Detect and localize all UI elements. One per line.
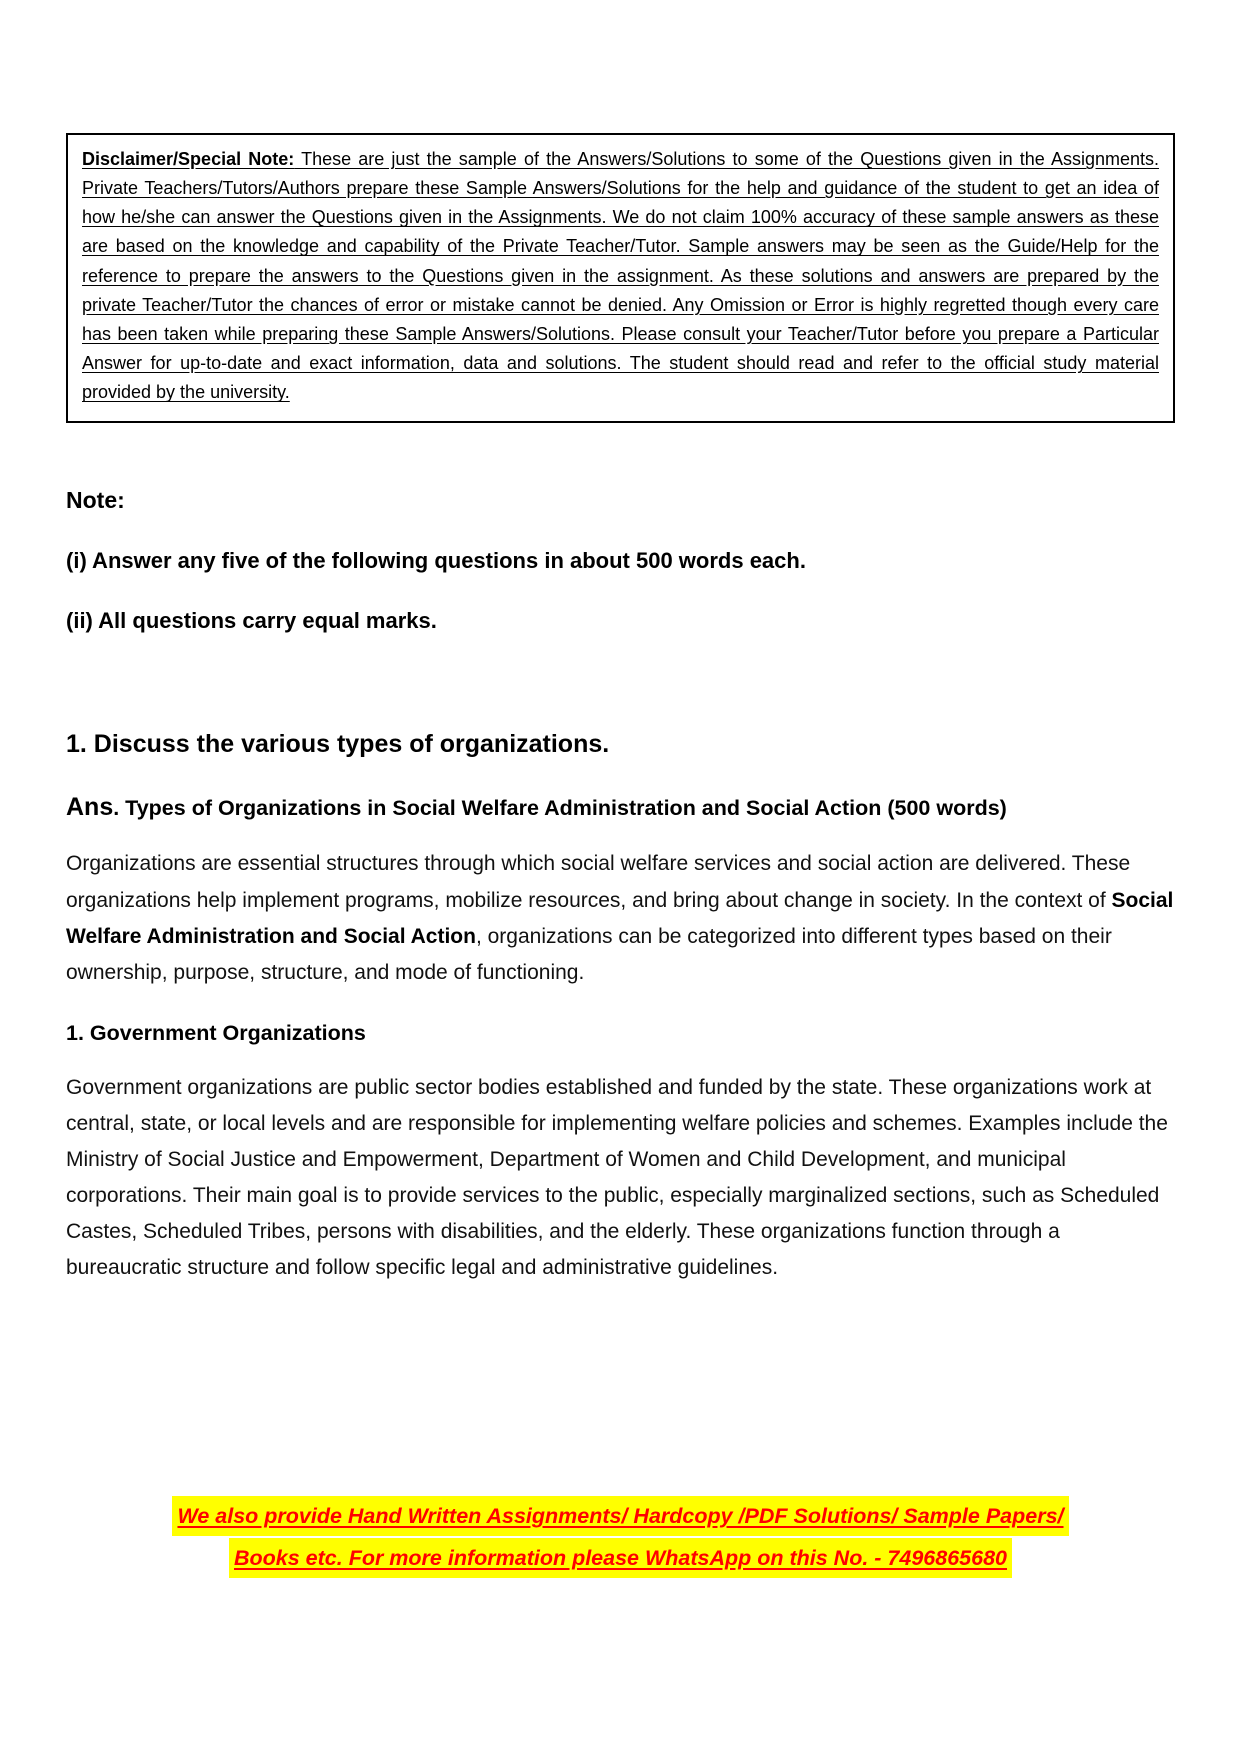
note-item-2: (ii) All questions carry equal marks. [66,608,437,634]
question-1-heading: 1. Discuss the various types of organizations. [66,730,610,759]
disclaimer-label: Disclaimer/Special Note: [82,149,295,169]
disclaimer-box [66,133,1175,423]
section-1-paragraph: Government organizations are public sector bodies established and funded by the state. These organizations work at central, state, or local levels and are responsible for implementing welfare policies and schemes. Examples include the Ministry of Social Justice and Empowerment, Department of Women and Child Development, and municipal corporations. Their main goal is to provide services to the public, especially marginalized sections, such as Scheduled Castes, Scheduled Tribes, persons with disabilities, and the elderly. These organizations function through a bureaucratic structure and follow specific legal and administrative guidelines. [66,1075,1168,1280]
answer-intro-bold: Social Welfare Administration and Social Action [66,888,1174,948]
answer-intro-part-2: , organizations can be categorized into different types based on their ownership, purpose, structure, and mode of functioning. [66,924,1112,984]
answer-intro-part-1: Organizations are essential structures through which social welfare services and social action are delivered. These organizations help implement programs, mobilize resources, and bring about change in society. In the context of [66,852,1131,912]
answer-label: Ans [66,793,114,822]
note-item-1: (i) Answer any five of the following questions in about 500 words each. [66,548,806,574]
footer-line-1-wrap [0,1496,1241,1538]
footer-line-2-wrap [0,1538,1241,1580]
footer-promo-line-1: We also provide Hand Written Assignments/ Hardcopy /PDF Solutions/ Sample Papers/ [172,1496,1068,1536]
footer-promo [0,1496,1241,1580]
answer-heading [66,793,1175,822]
answer-title: . Types of Organizations in Social Welfare Administration and Social Action (500 words) [113,796,1007,821]
answer-intro-paragraph [66,846,1175,990]
note-heading: Note: [66,487,125,514]
footer-promo-line-2: Books etc. For more information please WhatsApp on this No. - 7496865680 [229,1538,1012,1578]
section-1-heading: 1. Government Organizations [66,1020,366,1045]
disclaimer-text [82,145,1159,407]
disclaimer-body: These are just the sample of the Answers/Solutions to some of the Questions given in the Assignments. Private Teachers/Tutors/Authors prepare these Sample Answers/Solutions for the help and guidance of the student to get an idea of how he/she can answer the Questions given in the Assignments. We do not claim 100% accuracy of these sample answers as these are based on the knowledge and capability of the Private Teacher/Tutor. Sample answers may be seen as the Guide/Help for the reference to prepare the answers to the Questions given in the assignment. As these solutions and answers are prepared by the private Teacher/Tutor the chances of error or mistake cannot be denied. Any Omission or Error is highly regretted though every care has been taken while preparing these Sample Answers/Solutions. Please consult your Teacher/Tutor before you prepare a Particular Answer for up-to-date and exact information, data and solutions. The student should read and refer to the official study material provided by the university. [82,149,1159,403]
